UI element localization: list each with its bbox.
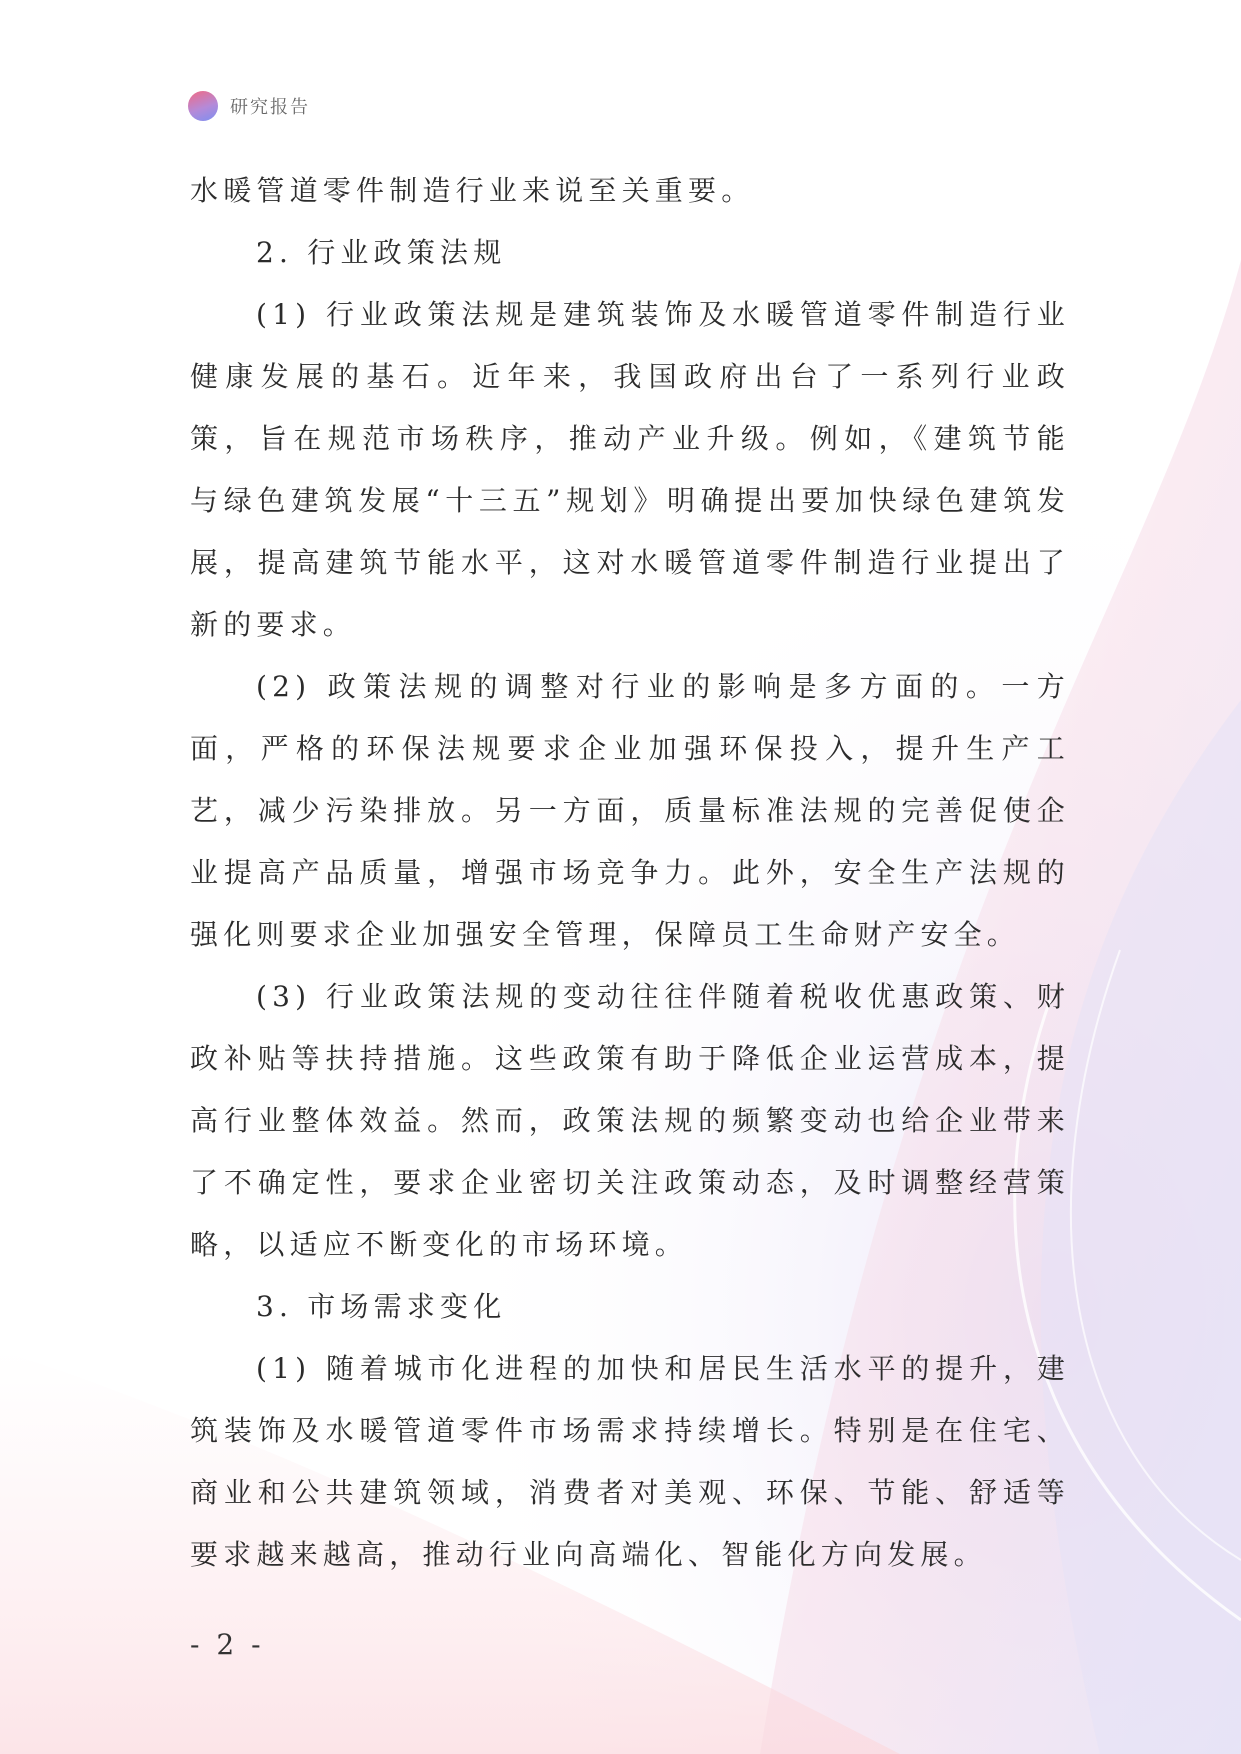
header-title: 研究报告: [230, 97, 310, 118]
section-heading-2: 2. 行业政策法规: [256, 236, 507, 269]
report-header: [188, 90, 310, 122]
paragraph-2-2: (2) 政策法规的调整对行业的影响是多方面的。一方面，严格的环保法规要求企业加强环保投入，提升生产工艺，减少污染排放。另一方面，质量标准法规的完善促使企业提高产品质量，增强市场竞争力。此外，安全生产法规的强化则要求企业加强安全管理，保障员工生命财产安全。: [190, 670, 1070, 951]
page-number: - 2 -: [190, 1628, 265, 1661]
paragraph-continuation: 水暖管道零件制造行业来说至关重要。: [190, 174, 755, 207]
paragraph-3-1: (1) 随着城市化进程的加快和居民生活水平的提升，建筑装饰及水暖管道零件市场需求持续增长。特别是在住宅、商业和公共建筑领域，消费者对美观、环保、节能、舒适等要求越来越高，推动行业向高端化、智能化方向发展。: [190, 1352, 1070, 1571]
paragraph-2-3: (3) 行业政策法规的变动往往伴随着税收优惠政策、财政补贴等扶持措施。这些政策有助于降低企业运营成本，提高行业整体效益。然而，政策法规的频繁变动也给企业带来了不确定性，要求企业密切关注政策动态，及时调整经营策略，以适应不断变化的市场环境。: [190, 980, 1070, 1261]
paragraph-2-1: (1) 行业政策法规是建筑装饰及水暖管道零件制造行业健康发展的基石。近年来，我国政府出台了一系列行业政策，旨在规范市场秩序，推动产业升级。例如，《建筑节能与绿色建筑发展“十三五”规划》明确提出要加快绿色建筑发展，提高建筑节能水平，这对水暖管道零件制造行业提出了新的要求。: [190, 298, 1070, 641]
section-heading-3: 3. 市场需求变化: [256, 1290, 507, 1323]
document-body: [190, 160, 1070, 1586]
logo-icon: [188, 91, 218, 121]
